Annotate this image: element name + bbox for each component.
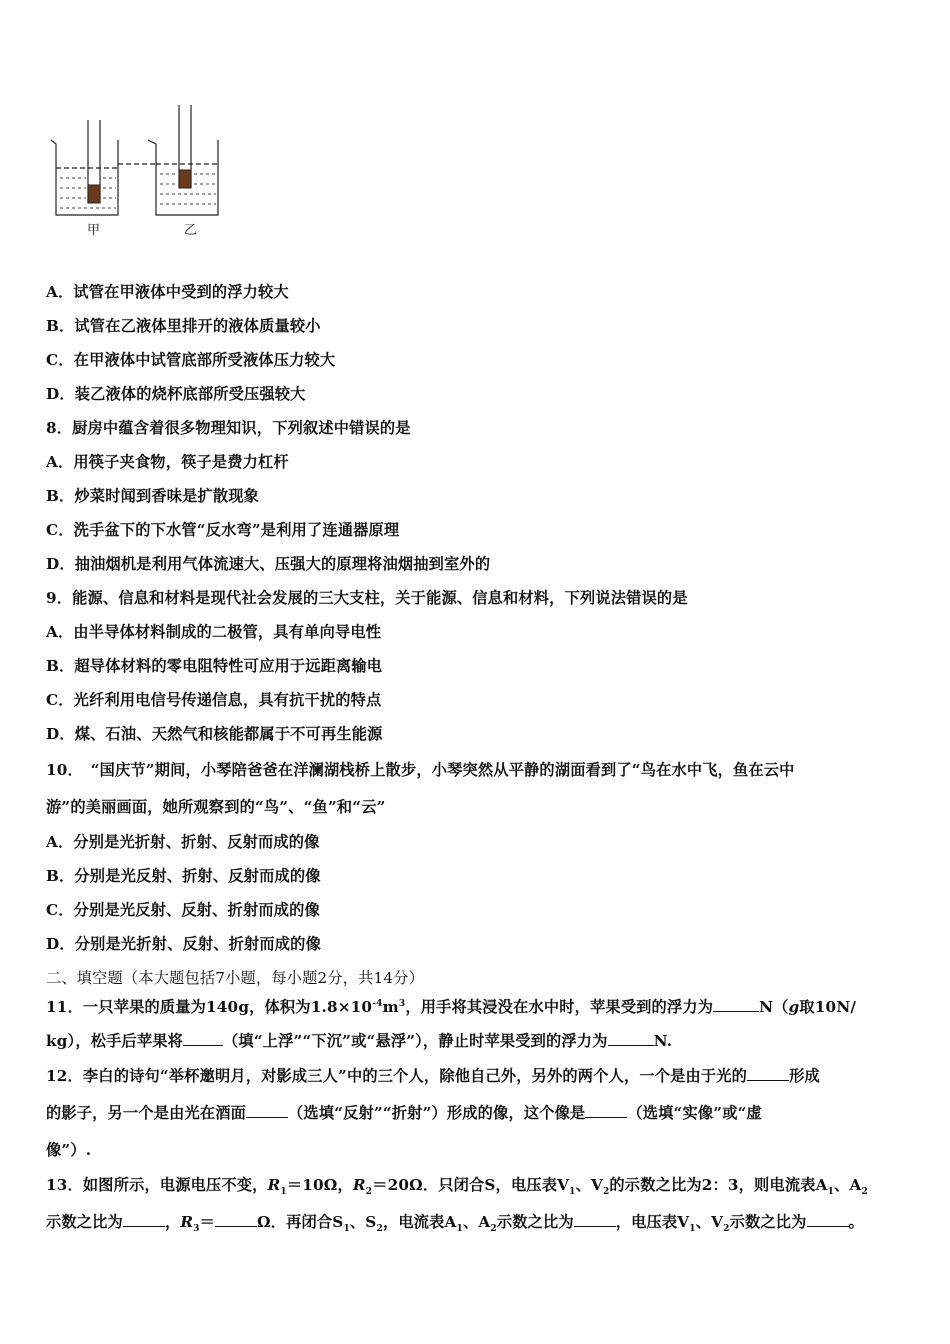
q12-blank-1[interactable]	[747, 1066, 789, 1081]
q8-option-c: C．洗手盆下的下水管“反水弯”是利用了连通器原理	[46, 521, 400, 539]
q11-line1: 11．一只苹果的质量为140g，体积为$1.8\times 10^{-4}m^3$，用手将其浸没在水中时，苹果受到的浮力为 N（g取10N/	[46, 998, 857, 1017]
q11-blank-2[interactable]	[183, 1031, 223, 1046]
q10-option-b: B．分别是光反射、折射、反射而成的像	[46, 867, 321, 885]
q10-option-a: A．分别是光折射、折射、反射而成的像	[46, 833, 320, 851]
q7-option-b: B．试管在乙液体里排开的液体质量较小	[46, 317, 321, 335]
q11-blank-3[interactable]	[608, 1031, 654, 1046]
q9-stem: 9．能源、信息和材料是现代社会发展的三大支柱，关于能源、信息和材料，下列说法错误的是	[46, 589, 688, 607]
q12-line2: 的影子，另一个是由光在酒面 （选填“反射”“折射”）形成的像，这个像是 （选填“实像”或“虚	[46, 1104, 762, 1122]
q8-option-a: A．用筷子夹食物，筷子是费力杠杆	[46, 453, 289, 471]
q13-blank-2[interactable]	[215, 1212, 257, 1227]
label-yi: 乙	[184, 223, 198, 238]
q8-stem: 8．厨房中蕴含着很多物理知识，下列叙述中错误的是	[46, 419, 411, 437]
q9-option-b: B．超导体材料的零电阻特性可应用于远距离输电	[46, 657, 383, 675]
q13-blank-4[interactable]	[807, 1212, 849, 1227]
q10-stem-line1: 10． “国庆节”期间，小琴陪爸爸在洋澜湖栈桥上散步，小琴突然从平静的湖面看到了“鸟在水中飞，鱼在云中	[46, 761, 795, 779]
q12-line1: 12．李白的诗句“举杯邀明月，对影成三人”中的三个人，除他自己外，另外的两个人，一个是由于光的 形成	[46, 1067, 820, 1085]
q7-option-c: C．在甲液体中试管底部所受液体压力较大	[46, 351, 336, 369]
q10-option-c: C．分别是光反射、反射、折射而成的像	[46, 901, 320, 919]
q9-option-c: C．光纤利用电信号传递信息，具有抗干扰的特点	[46, 691, 382, 709]
q11-line2: kg），松手后苹果将 （填“上浮”“下沉”或“悬浮”），静止时苹果受到的浮力为 N.	[46, 1032, 673, 1050]
q11-blank-1[interactable]	[713, 997, 759, 1012]
q13-blank-1[interactable]	[123, 1212, 165, 1227]
q8-option-b: B．炒菜时闻到香味是扩散现象	[46, 487, 260, 505]
q12-blank-3[interactable]	[585, 1103, 627, 1118]
beakers-figure	[48, 100, 228, 240]
q13-line1: 13．如图所示，电源电压不变，$R_1=10\Omega$，$R_2=20\Omega$．只闭合S，电压表$V_1$、$V_2$的示数之比为2：3，则电流表$A_1$、$A_2$	[46, 1176, 868, 1198]
label-jia: 甲	[87, 223, 101, 238]
q7-option-d: D．装乙液体的烧杯底部所受压强较大	[46, 385, 306, 403]
section2-heading: 二、填空题（本大题包括7小题，每小题2分，共14分）	[46, 969, 424, 987]
q10-stem-line2: 游”的美丽画面，她所观察到的“鸟”、“鱼”和“云”	[46, 798, 386, 816]
q10-option-d: D．分别是光折射、反射、折射而成的像	[46, 935, 321, 953]
q8-option-d: D．抽油烟机是利用气体流速大、压强大的原理将油烟抽到室外的	[46, 555, 491, 573]
q9-option-d: D．煤、石油、天然气和核能都属于不可再生能源	[46, 725, 383, 743]
q13-blank-3[interactable]	[574, 1212, 616, 1227]
q13-line2: 示数之比为 ，$R_3= \Omega$．再闭合$S_1$、$S_2$，电流表$A_1$、$A_2$示数之比为 ，电压表$V_1$、$V_2$示数之比为 。	[46, 1213, 864, 1235]
q9-option-a: A．由半导体材料制成的二极管，具有单向导电性	[46, 623, 382, 641]
q12-line3: 像”）.	[46, 1141, 92, 1159]
q7-option-a: A．试管在甲液体中受到的浮力较大	[46, 283, 289, 301]
q12-blank-2[interactable]	[246, 1103, 288, 1118]
